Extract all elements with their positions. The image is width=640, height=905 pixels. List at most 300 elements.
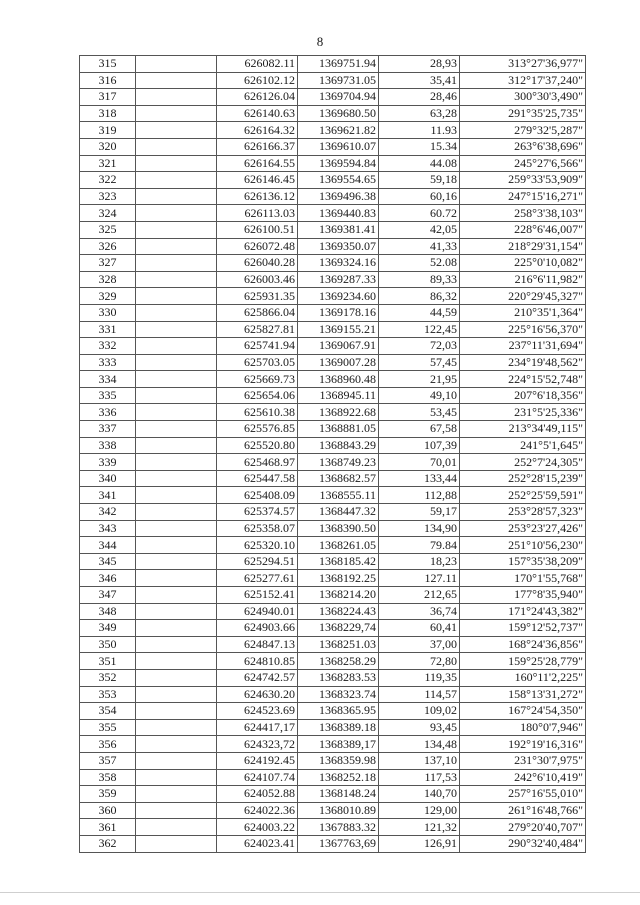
table-row [80,819,586,836]
x-coordinate-cell: 624192.45 [217,752,298,769]
x-coordinate-cell: 624003.22 [217,819,298,836]
y-coordinate-cell: 1369350.07 [298,238,379,255]
point-number-cell: 353 [80,686,136,703]
blank-cell [136,653,217,670]
length-cell: 109,02 [379,703,460,720]
length-cell: 59,17 [379,504,460,521]
x-coordinate-cell: 625374.57 [217,504,298,521]
length-cell: 57,45 [379,354,460,371]
x-coordinate-cell: 625520.80 [217,437,298,454]
bearing-cell: 253°23'27,426" [460,520,586,537]
length-cell: 137,10 [379,752,460,769]
length-cell: 21,95 [379,371,460,388]
blank-cell [136,437,217,454]
length-cell: 70,01 [379,454,460,471]
bearing-cell: 160°11'2,225" [460,669,586,686]
table-row [80,669,586,686]
length-cell: 93,45 [379,719,460,736]
y-coordinate-cell: 1368389,17 [298,736,379,753]
bearing-cell: 207°6'18,356" [460,387,586,404]
bearing-cell: 177°8'35,940" [460,587,586,604]
point-number-cell: 350 [80,636,136,653]
point-number-cell: 358 [80,769,136,786]
y-coordinate-cell: 1369007.28 [298,354,379,371]
y-coordinate-cell: 1369287.33 [298,271,379,288]
y-coordinate-cell: 1369621.82 [298,122,379,139]
point-number-cell: 326 [80,238,136,255]
x-coordinate-cell: 624022.36 [217,802,298,819]
blank-cell [136,520,217,537]
bearing-cell: 279°32'5,287" [460,122,586,139]
bearing-cell: 231°30'7,975" [460,752,586,769]
length-cell: 212,65 [379,587,460,604]
blank-cell [136,221,217,238]
point-number-cell: 329 [80,288,136,305]
bearing-cell: 231°5'25,336" [460,404,586,421]
bearing-cell: 158°13'31,272" [460,686,586,703]
table-row [80,504,586,521]
page-number: 8 [316,34,324,49]
x-coordinate-cell: 625654.06 [217,387,298,404]
y-coordinate-cell: 1369178.16 [298,304,379,321]
blank-cell [136,122,217,139]
bearing-cell: 180°0'7,946" [460,719,586,736]
length-cell: 15.34 [379,138,460,155]
length-cell: 134,90 [379,520,460,537]
bearing-cell: 257°16'55,010" [460,786,586,803]
blank-cell [136,669,217,686]
point-number-cell: 315 [80,56,136,73]
x-coordinate-cell: 624630.20 [217,686,298,703]
bearing-cell: 241°5'1,645" [460,437,586,454]
table-row [80,570,586,587]
length-cell: 122,45 [379,321,460,338]
point-number-cell: 322 [80,172,136,189]
bearing-cell: 228°6'46,007" [460,221,586,238]
table-row [80,371,586,388]
blank-cell [136,504,217,521]
point-number-cell: 323 [80,188,136,205]
bearing-cell: 313°27'36,977" [460,56,586,73]
point-number-cell: 327 [80,255,136,272]
length-cell: 53,45 [379,404,460,421]
length-cell: 133,44 [379,470,460,487]
y-coordinate-cell: 1368365.95 [298,703,379,720]
point-number-cell: 341 [80,487,136,504]
length-cell: 140,70 [379,786,460,803]
length-cell: 60.72 [379,205,460,222]
y-coordinate-cell: 1369554.65 [298,172,379,189]
table-row [80,172,586,189]
table-row [80,487,586,504]
length-cell: 112,88 [379,487,460,504]
x-coordinate-cell: 626072.48 [217,238,298,255]
table-row [80,304,586,321]
blank-cell [136,56,217,73]
table-row [80,553,586,570]
point-number-cell: 361 [80,819,136,836]
table-row [80,221,586,238]
point-number-cell: 357 [80,752,136,769]
length-cell: 41,33 [379,238,460,255]
bearing-cell: 263°6'38,696" [460,138,586,155]
blank-cell [136,570,217,587]
blank-cell [136,736,217,753]
table-row [80,752,586,769]
bearing-cell: 157°35'38,209" [460,553,586,570]
table-row [80,686,586,703]
y-coordinate-cell: 1369496.38 [298,188,379,205]
length-cell: 60,16 [379,188,460,205]
table-row [80,122,586,139]
point-number-cell: 359 [80,786,136,803]
point-number-cell: 345 [80,553,136,570]
x-coordinate-cell: 626164.32 [217,122,298,139]
bearing-cell: 220°29'45,327" [460,288,586,305]
length-cell: 44,59 [379,304,460,321]
blank-cell [136,703,217,720]
y-coordinate-cell: 1368192.25 [298,570,379,587]
blank-cell [136,89,217,106]
point-number-cell: 334 [80,371,136,388]
blank-cell [136,354,217,371]
table-row [80,155,586,172]
bearing-cell: 210°35'1,364" [460,304,586,321]
bearing-cell: 159°12'52,737" [460,620,586,637]
y-coordinate-cell: 1369234.60 [298,288,379,305]
bearing-cell: 253°28'57,323" [460,504,586,521]
table-row [80,354,586,371]
table-row [80,421,586,438]
y-coordinate-cell: 1368148.24 [298,786,379,803]
table-row [80,653,586,670]
x-coordinate-cell: 626136.12 [217,188,298,205]
blank-cell [136,487,217,504]
y-coordinate-cell: 1368555.11 [298,487,379,504]
length-cell: 63,28 [379,105,460,122]
bearing-cell: 192°19'16,316" [460,736,586,753]
point-number-cell: 330 [80,304,136,321]
point-number-cell: 343 [80,520,136,537]
bearing-cell: 245°27'6,566" [460,155,586,172]
y-coordinate-cell: 1367883.32 [298,819,379,836]
table-row [80,437,586,454]
x-coordinate-cell: 626164.55 [217,155,298,172]
blank-cell [136,255,217,272]
bearing-cell: 259°33'53,909" [460,172,586,189]
blank-cell [136,470,217,487]
point-number-cell: 333 [80,354,136,371]
length-cell: 121,32 [379,819,460,836]
x-coordinate-cell: 625294.51 [217,553,298,570]
table-row [80,56,586,73]
y-coordinate-cell: 1369594.84 [298,155,379,172]
point-number-cell: 339 [80,454,136,471]
table-row [80,188,586,205]
point-number-cell: 318 [80,105,136,122]
length-cell: 107,39 [379,437,460,454]
x-coordinate-cell: 624903.66 [217,620,298,637]
point-number-cell: 355 [80,719,136,736]
blank-cell [136,835,217,852]
point-number-cell: 349 [80,620,136,637]
y-coordinate-cell: 1368283.53 [298,669,379,686]
y-coordinate-cell: 1369324.16 [298,255,379,272]
x-coordinate-cell: 625827.81 [217,321,298,338]
y-coordinate-cell: 1368359.98 [298,752,379,769]
x-coordinate-cell: 626100.51 [217,221,298,238]
bearing-cell: 237°11'31,694" [460,338,586,355]
x-coordinate-cell: 625669.73 [217,371,298,388]
x-coordinate-cell: 625741.94 [217,338,298,355]
blank-cell [136,719,217,736]
x-coordinate-cell: 624052.88 [217,786,298,803]
blank-cell [136,172,217,189]
length-cell: 59,18 [379,172,460,189]
x-coordinate-cell: 624323,72 [217,736,298,753]
bearing-cell: 218°29'31,154" [460,238,586,255]
length-cell: 89,33 [379,271,460,288]
bearing-cell: 258°3'38,103" [460,205,586,222]
y-coordinate-cell: 1368749.23 [298,454,379,471]
length-cell: 114,57 [379,686,460,703]
blank-cell [136,802,217,819]
y-coordinate-cell: 1369155.21 [298,321,379,338]
point-number-cell: 354 [80,703,136,720]
blank-cell [136,421,217,438]
point-number-cell: 351 [80,653,136,670]
blank-cell [136,819,217,836]
coordinates-table [79,55,586,853]
coordinates-table-body [80,56,586,853]
bearing-cell: 167°24'54,350" [460,703,586,720]
length-cell: 67,58 [379,421,460,438]
x-coordinate-cell: 625610.38 [217,404,298,421]
point-number-cell: 342 [80,504,136,521]
point-number-cell: 362 [80,835,136,852]
table-row [80,387,586,404]
table-row [80,786,586,803]
blank-cell [136,271,217,288]
length-cell: 127.11 [379,570,460,587]
x-coordinate-cell: 624417,17 [217,719,298,736]
y-coordinate-cell: 1368252.18 [298,769,379,786]
y-coordinate-cell: 1369680.50 [298,105,379,122]
y-coordinate-cell: 1368185.42 [298,553,379,570]
bearing-cell: 252°28'15,239" [460,470,586,487]
x-coordinate-cell: 624523.69 [217,703,298,720]
point-number-cell: 328 [80,271,136,288]
point-number-cell: 325 [80,221,136,238]
blank-cell [136,304,217,321]
bearing-cell: 290°32'40,484" [460,835,586,852]
blank-cell [136,786,217,803]
bearing-cell: 234°19'48,562" [460,354,586,371]
page-bottom-rule [0,892,640,893]
x-coordinate-cell: 626082.11 [217,56,298,73]
x-coordinate-cell: 624940.01 [217,603,298,620]
bearing-cell: 168°24'36,856" [460,636,586,653]
x-coordinate-cell: 624023.41 [217,835,298,852]
blank-cell [136,537,217,554]
table-row [80,719,586,736]
x-coordinate-cell: 625576.85 [217,421,298,438]
blank-cell [136,603,217,620]
blank-cell [136,587,217,604]
x-coordinate-cell: 626166.37 [217,138,298,155]
length-cell: 117,53 [379,769,460,786]
y-coordinate-cell: 1367763,69 [298,835,379,852]
point-number-cell: 331 [80,321,136,338]
bearing-cell: 279°20'40,707" [460,819,586,836]
y-coordinate-cell: 1368843.29 [298,437,379,454]
y-coordinate-cell: 1368447.32 [298,504,379,521]
y-coordinate-cell: 1368682.57 [298,470,379,487]
x-coordinate-cell: 625320.10 [217,537,298,554]
length-cell: 86,32 [379,288,460,305]
bearing-cell: 225°16'56,370" [460,321,586,338]
table-row [80,288,586,305]
blank-cell [136,72,217,89]
blank-cell [136,404,217,421]
blank-cell [136,686,217,703]
blank-cell [136,155,217,172]
y-coordinate-cell: 1368229,74 [298,620,379,637]
point-number-cell: 336 [80,404,136,421]
length-cell: 49,10 [379,387,460,404]
x-coordinate-cell: 624847.13 [217,636,298,653]
y-coordinate-cell: 1369751.94 [298,56,379,73]
table-row [80,520,586,537]
bearing-cell: 159°25'28,779" [460,653,586,670]
length-cell: 28,93 [379,56,460,73]
bearing-cell: 252°7'24,305" [460,454,586,471]
x-coordinate-cell: 624107.74 [217,769,298,786]
x-coordinate-cell: 626102.12 [217,72,298,89]
y-coordinate-cell: 1368389.18 [298,719,379,736]
bearing-cell: 247°15'16,271" [460,188,586,205]
x-coordinate-cell: 625358.07 [217,520,298,537]
point-number-cell: 347 [80,587,136,604]
length-cell: 129,00 [379,802,460,819]
y-coordinate-cell: 1368945.11 [298,387,379,404]
y-coordinate-cell: 1369704.94 [298,89,379,106]
blank-cell [136,338,217,355]
length-cell: 35,41 [379,72,460,89]
point-number-cell: 316 [80,72,136,89]
table-row [80,470,586,487]
x-coordinate-cell: 625152.41 [217,587,298,604]
blank-cell [136,769,217,786]
point-number-cell: 335 [80,387,136,404]
length-cell: 60,41 [379,620,460,637]
length-cell: 119,35 [379,669,460,686]
blank-cell [136,752,217,769]
bearing-cell: 291°35'25,735" [460,105,586,122]
y-coordinate-cell: 1368922.68 [298,404,379,421]
point-number-cell: 319 [80,122,136,139]
table-row [80,587,586,604]
blank-cell [136,138,217,155]
y-coordinate-cell: 1368323.74 [298,686,379,703]
table-row [80,636,586,653]
length-cell: 134,48 [379,736,460,753]
point-number-cell: 321 [80,155,136,172]
length-cell: 79.84 [379,537,460,554]
length-cell: 42,05 [379,221,460,238]
table-row [80,603,586,620]
bearing-cell: 252°25'59,591" [460,487,586,504]
blank-cell [136,553,217,570]
bearing-cell: 216°6'11,982" [460,271,586,288]
point-number-cell: 348 [80,603,136,620]
point-number-cell: 317 [80,89,136,106]
blank-cell [136,371,217,388]
blank-cell [136,288,217,305]
length-cell: 126,91 [379,835,460,852]
y-coordinate-cell: 1369731.05 [298,72,379,89]
length-cell: 18,23 [379,553,460,570]
table-row [80,404,586,421]
bearing-cell: 251°10'56,230" [460,537,586,554]
bearing-cell: 225°0'10,082" [460,255,586,272]
length-cell: 36,74 [379,603,460,620]
bearing-cell: 242°6'10,419" [460,769,586,786]
table-row [80,138,586,155]
x-coordinate-cell: 625703.05 [217,354,298,371]
x-coordinate-cell: 625931.35 [217,288,298,305]
y-coordinate-cell: 1369067.91 [298,338,379,355]
table-row [80,703,586,720]
point-number-cell: 332 [80,338,136,355]
x-coordinate-cell: 626126.04 [217,89,298,106]
y-coordinate-cell: 1368224.43 [298,603,379,620]
x-coordinate-cell: 625866.04 [217,304,298,321]
table-row [80,238,586,255]
length-cell: 72,03 [379,338,460,355]
length-cell: 28,46 [379,89,460,106]
table-row [80,454,586,471]
blank-cell [136,636,217,653]
table-row [80,736,586,753]
bearing-cell: 213°34'49,115" [460,421,586,438]
length-cell: 11.93 [379,122,460,139]
x-coordinate-cell: 625277.61 [217,570,298,587]
blank-cell [136,454,217,471]
x-coordinate-cell: 625447.58 [217,470,298,487]
table-row [80,835,586,852]
x-coordinate-cell: 624810.85 [217,653,298,670]
x-coordinate-cell: 624742.57 [217,669,298,686]
point-number-cell: 338 [80,437,136,454]
table-row [80,321,586,338]
length-cell: 52.08 [379,255,460,272]
blank-cell [136,188,217,205]
table-row [80,769,586,786]
table-row [80,338,586,355]
table-row [80,255,586,272]
y-coordinate-cell: 1369381.41 [298,221,379,238]
point-number-cell: 360 [80,802,136,819]
x-coordinate-cell: 625468.97 [217,454,298,471]
bearing-cell: 224°15'52,748" [460,371,586,388]
y-coordinate-cell: 1368258.29 [298,653,379,670]
y-coordinate-cell: 1368251.03 [298,636,379,653]
y-coordinate-cell: 1368960.48 [298,371,379,388]
point-number-cell: 344 [80,537,136,554]
x-coordinate-cell: 626003.46 [217,271,298,288]
bearing-cell: 261°16'48,766" [460,802,586,819]
